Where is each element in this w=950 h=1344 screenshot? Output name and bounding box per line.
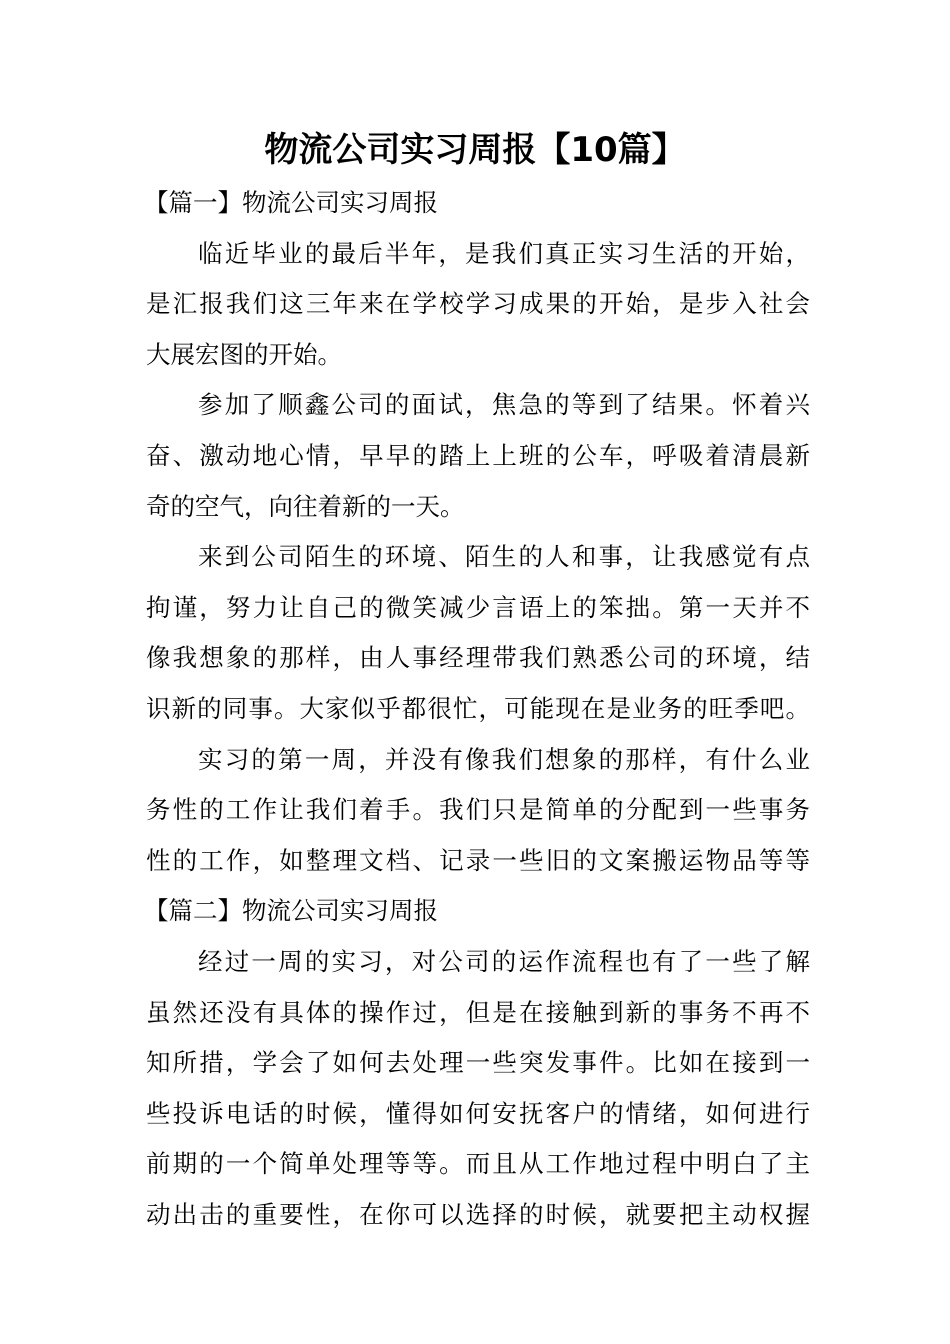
document-body xyxy=(146,178,810,1240)
paragraph-line: 大展宏图的开始。 xyxy=(146,339,342,369)
paragraph-line: 经过一周的实习，对公司的运作流程也有了一些了解 xyxy=(198,946,810,976)
paragraph-line: 临近毕业的最后半年，是我们真正实习生活的开始， xyxy=(198,238,810,268)
paragraph-line: 性的工作，如整理文档、记录一些旧的文案搬运物品等等 xyxy=(146,845,810,875)
paragraph-line: 知所措，学会了如何去处理一些突发事件。比如在接到一 xyxy=(146,1048,810,1078)
section-heading: 【篇二】物流公司实习周报 xyxy=(144,896,438,926)
paragraph-line: 来到公司陌生的环境、陌生的人和事，让我感觉有点 xyxy=(198,542,810,572)
document-title: 物流公司实习周报【10篇】 xyxy=(264,130,686,170)
paragraph-line: 虽然还没有具体的操作过，但是在接触到新的事务不再不 xyxy=(146,997,810,1027)
paragraph-line: 是汇报我们这三年来在学校学习成果的开始，是步入社会 xyxy=(146,289,810,319)
paragraph-line: 像我想象的那样，由人事经理带我们熟悉公司的环境，结 xyxy=(146,643,810,673)
paragraph-line: 动出击的重要性，在你可以选择的时候，就要把主动权握 xyxy=(146,1199,810,1229)
paragraph-line: 奋、激动地心情，早早的踏上上班的公车，呼吸着清晨新 xyxy=(146,440,810,470)
paragraph-line: 务性的工作让我们着手。我们只是简单的分配到一些事务 xyxy=(146,795,810,825)
paragraph-line: 识新的同事。大家似乎都很忙，可能现在是业务的旺季吧。 xyxy=(146,693,810,723)
section-heading: 【篇一】物流公司实习周报 xyxy=(144,188,438,217)
paragraph-line: 拘谨，努力让自己的微笑减少言语上的笨拙。第一天并不 xyxy=(146,592,810,622)
paragraph-line: 实习的第一周，并没有像我们想象的那样，有什么业 xyxy=(198,744,810,774)
paragraph-line: 奇的空气，向往着新的一天。 xyxy=(146,491,465,521)
paragraph-line: 些投诉电话的时候，懂得如何安抚客户的情绪，如何进行 xyxy=(146,1098,810,1128)
paragraph-line: 参加了顺鑫公司的面试，焦急的等到了结果。怀着兴 xyxy=(198,390,810,420)
paragraph-line: 前期的一个简单处理等等。而且从工作地过程中明白了主 xyxy=(146,1149,810,1179)
